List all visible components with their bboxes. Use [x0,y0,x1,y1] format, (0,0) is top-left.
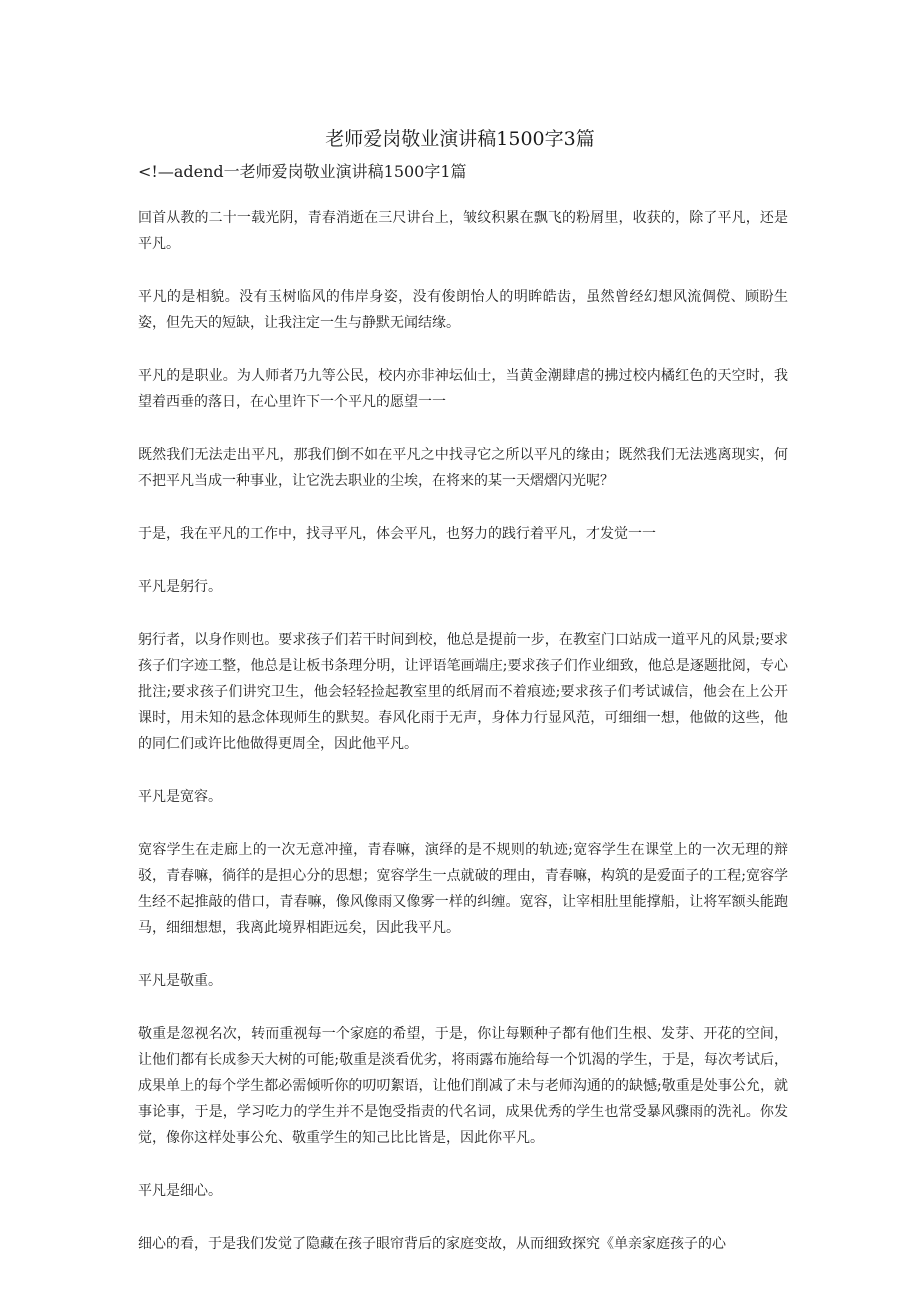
document-title: 老师爱岗敬业演讲稿1500字3篇 [325,128,595,150]
document-body [138,205,788,1284]
paragraph: 于是，我在平凡的工作中，找寻平凡，体会平凡，也努力的践行着平凡，才发觉一一 [138,526,656,542]
paragraph: 既然我们无法走出平凡，那我们倒不如在平凡之中找寻它之所以平凡的缘由；既然我们无法逃离现实，何不把平凡当成一种事业，让它洗去职业的尘埃，在将来的某一天熠熠闪光呢？ [138,447,788,489]
paragraph: 平凡的是职业。为人师者乃九等公民，校内亦非神坛仙士，当黄金潮肆虐的拂过校内橘红色的天空时，我望着西垂的落日，在心里许下一个平凡的愿望一一 [138,368,788,410]
section-heading: 平凡是宽容。 [138,789,222,805]
section-heading: 平凡是细心。 [138,1183,222,1199]
document-subtitle: <!—adend一老师爱岗敬业演讲稿1500字1篇 [138,162,467,181]
paragraph: 宽容学生在走廊上的一次无意冲撞，青春嘛，演绎的是不规则的轨迹;宽容学生在课堂上的一次无理的辩驳，青春嘛，徜徉的是担心分的思想；宽容学生一点就破的理由，青春嘛，构筑的是爱面子的工程;宽容学生经不起推敲的借口，青春嘛，像风像雨又像雾一样的纠缠。宽容，让宰相肚里能撑船，让将军额头能跑马，细细想想，我离此境界相距远矣，因此我平凡。 [138,842,788,936]
paragraph: 细心的看，于是我们发觉了隐藏在孩子眼帘背后的家庭变故，从而细致探究《单亲家庭孩子的心 [138,1236,726,1252]
paragraph: 平凡的是相貌。没有玉树临风的伟岸身姿，没有俊朗怡人的明眸皓齿，虽然曾经幻想风流倜傥、顾盼生姿，但先天的短缺，让我注定一生与静默无闻结缘。 [138,289,788,331]
paragraph: 回首从教的二十一载光阴，青春消逝在三尺讲台上，皱纹积累在飘飞的粉屑里，收获的，除了平凡，还是平凡。 [138,210,788,252]
section-heading: 平凡是躬行。 [138,579,222,595]
paragraph: 敬重是忽视名次，转而重视每一个家庭的希望，于是，你让每颗种子都有他们生根、发芽、开花的空间，让他们都有长成参天大树的可能;敬重是淡看优劣，将雨露布施给每一个饥渴的学生，于是，每次考试后，成果单上的每个学生都必需倾听你的叨叨絮语，让他们削减了未与老师沟通的的缺憾;敬重是处事公允，就事论事，于是，学习吃力的学生并不是饱受指责的代名词，成果优秀的学生也常受暴风骤雨的洗礼。你发觉，像你这样处事公允、敬重学生的知己比比皆是，因此你平凡。 [138,1026,788,1146]
paragraph: 躬行者，以身作则也。要求孩子们若干时间到校，他总是提前一步，在教室门口站成一道平凡的风景;要求孩子们字迹工整，他总是让板书条理分明，让评语笔画端庄;要求孩子们作业细致，他总是逐题批阅，专心批注;要求孩子们讲究卫生，他会轻轻捡起教室里的纸屑而不着痕迹;要求孩子们考试诚信，他会在上公开课时，用未知的悬念体现师生的默契。春风化雨于无声，身体力行显风范，可细细一想，他做的这些，他的同仁们或许比他做得更周全，因此他平凡。 [138,632,788,752]
section-heading: 平凡是敬重。 [138,973,222,989]
